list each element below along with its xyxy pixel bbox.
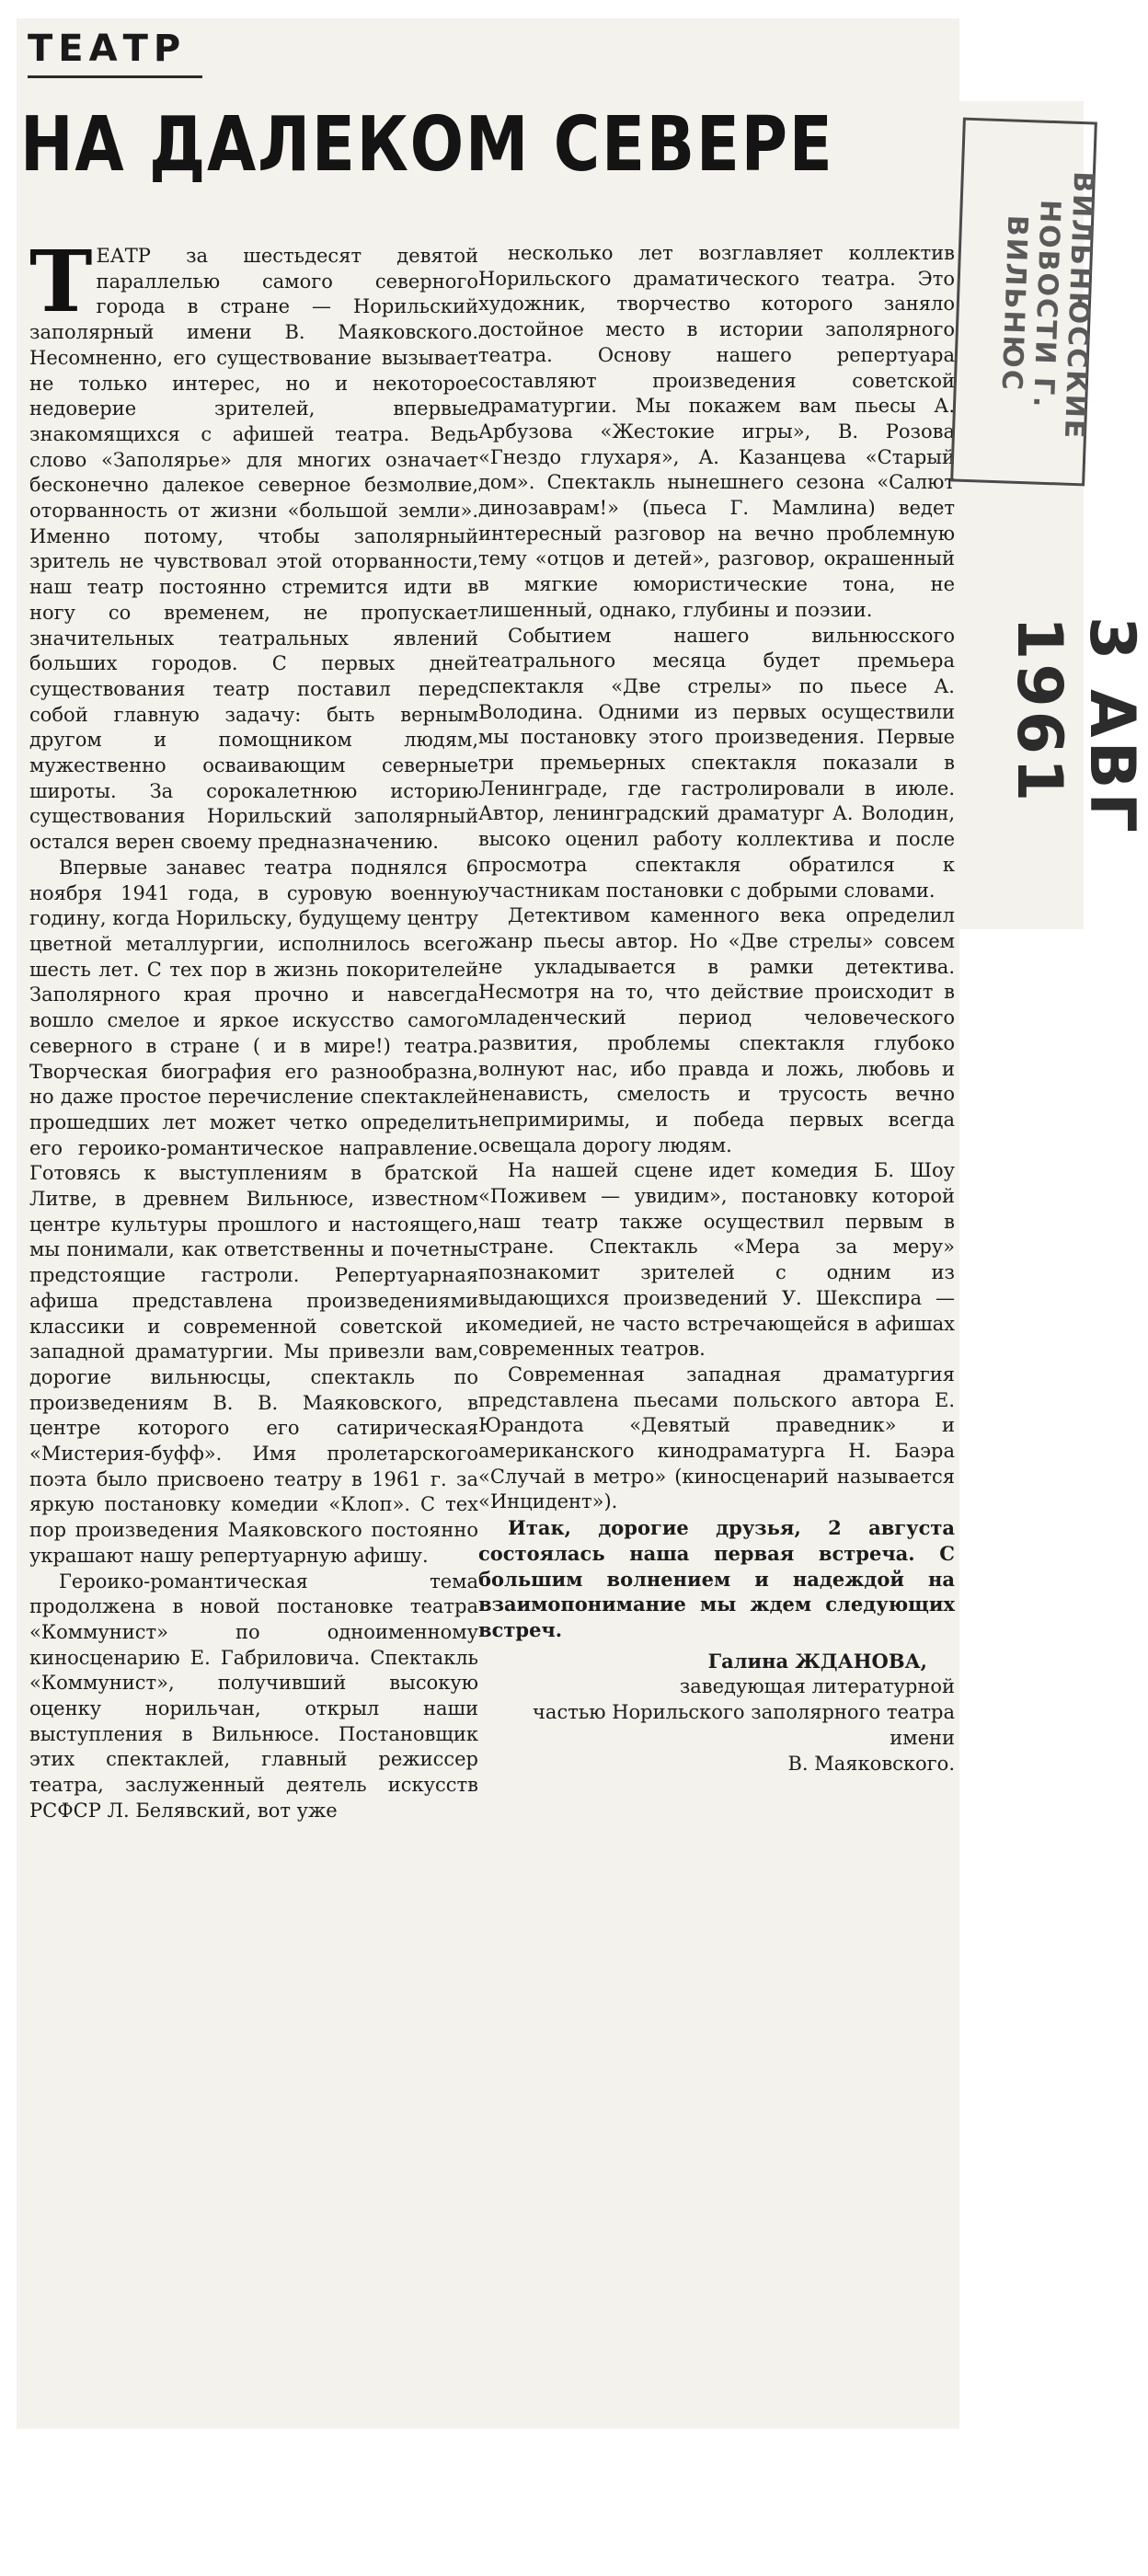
closing-paragraph: Итак, дорогие друзья, 2 августа состоялась наша первая встреча. С большим волнением и надеждой на взаимопонимание мы ждем следующих встреч. (478, 1516, 955, 1641)
rubric-underline (28, 75, 202, 78)
paragraph: На нашей сцене идет комедия Б. Шоу «Поживем — увидим», постановку которой наш театр также осуществил первым в стране. Спектакль «Мера за меру» познакомит зрителей с одним из выдающихся произведений У. Шекспира — комедией, не часто встречающейся в афишах современных театров. (478, 1159, 955, 1361)
paragraph: Детективом каменного века определил жанр пьесы автор. Но «Две стрелы» совсем не укладывается в рамки детектива. Несмотря на то, что действие происходит в младенческий период человеческого развития, проблемы спектакля глубоко волнуют нас, ибо правда и ложь, любовь и ненависть, смелость и трусость вечно непримиримы, и победа первых всегда освещала дорогу людям. (478, 904, 955, 1156)
article-headline: НА ДАЛЕКОМ СЕВЕРЕ (20, 101, 834, 189)
paragraph: Событием нашего вильнюсского театрального месяца будет премьера спектакля «Две стрелы» по пьесе А. Володина. Одними из первых осуществили мы постановку этого произведения. Первые три премьерных спектакля показали в Ленинграде, где гастролировали в июле. Автор, ленинградский драматург А. Володин, высоко оценил работу коллектива и после просмотра спектакля обратился к участникам постановки с добрыми словами. (478, 624, 955, 902)
author-position-line: В. Маяковского. (787, 1753, 955, 1776)
paragraph: Героико-романтическая тема продолжена в новой постановке театра «Коммунист» по одноименному киносценарию Е. Габриловича. Спектакль «Коммунист», получивший высокую оценку норильчан, открыл наши выступления в Вильнюсе. Постановщик этих спектаклей, главный режиссер театра, заслуженный деятель искусств РСФСР Л. Белявский, вот уже (29, 1570, 478, 1822)
article-column-2 (478, 241, 955, 1777)
author-position-line: частью Норильского заполярного театра имени (533, 1701, 955, 1750)
paragraph: несколько лет возглавляет коллектив Норильского драматического театра. Это художник, творчество которого заняло достойное место в истории заполярного театра. Основу нашего репертуара составляют произведения советской драматургии. Мы покажем вам пьесы А. Арбузова «Жестокие игры», В. Розова «Гнездо глухаря», А. Казанцева «Старый дом». Спектакль нынешнего сезона «Салют динозаврам!» (пьеса Г. Мамлина) ведет интересный разговор на вечно проблемную тему «отцов и детей», разговор, окрашенный в мягкие юмористические тона, не лишенный, однако, глубины и поэзии. (478, 242, 955, 621)
author-position-line: заведующая литературной (679, 1675, 955, 1698)
paragraph (29, 232, 478, 856)
paragraph: Современная западная драматургия представлена пьесами польского автора Е. Юрандота «Девятый праведник» и американского кинодраматурга Н. Баэра «Случай в метро» (киносценарий называется «Инцидент»). (478, 1363, 955, 1513)
article-column-1 (29, 232, 478, 1824)
paragraph-text: ЕАТР за шестьдесят девятой параллелью самого северного города в стране — Норильский заполярный имени В. Маяковского. Несомненно, его существование вызывает не только интерес, но и некоторое недоверие зрителей, впервые знакомящихся с афишей театра. Ведь слово «Заполярье» для многих означает бесконечно далекое северное безмолвие, оторванность от жизни «большой земли». Именно потому, чтобы заполярный зритель не чувствовал этой оторванности, наш театр постоянно стремится идти в ногу со временем, не пропускает значительных театральных явлений больших городов. С первых дней существования театр поставил перед собой главную задачу: быть верным другом и помощником людям, мужественно осваивающим северные широты. За сорокалетнюю историю существования Норильский заполярный остался верен своему предназначению. (29, 245, 478, 854)
author-name: Галина ЖДАНОВА, (707, 1649, 927, 1673)
author-position (478, 1673, 955, 1777)
rubric-label: ТЕАТР (28, 28, 187, 70)
newspaper-stamp: ВИЛЬНЮССКИЕ НОВОСТИ Г. ВИЛЬНЮС (994, 170, 1100, 441)
drop-cap: Т (29, 232, 93, 331)
paragraph: Впервые занавес театра поднялся 6 ноября 1941 года, в суровую военную годину, когда Норильску, будущему центру цветной металлургии, исполнилось всего шесть лет. С тех пор в жизнь покорителей Заполярного края прочно и навсегда вошло смелое и яркое искусство самого северного в стране ( и в мире!) театра. Творческая биография его разнообразна, но даже простое перечисление спектаклей прошедших лет может четко определить его героико-романтическое направление. Готовясь к выступлениям в братской Литве, в древнем Вильнюсе, известном центре культуры прошлого и настоящего, мы понимали, как ответственны и почетны предстоящие гастроли. Репертуарная афиша представлена произведениями классики и современной советской и западной драматургии. Мы привезли вам, дорогие вильнюсцы, спектакль по произведениям В. В. Маяковского, в центре которого его сатирическая «Мистерия-буфф». Имя пролетарского поэта было присвоено театру в 1961 г. за яркую постановку комедии «Клоп». С тех пор произведения Маяковского постоянно украшают нашу репертуарную афишу. (29, 856, 478, 1567)
date-stamp: 3 АВГ 1961 (1003, 616, 1148, 836)
